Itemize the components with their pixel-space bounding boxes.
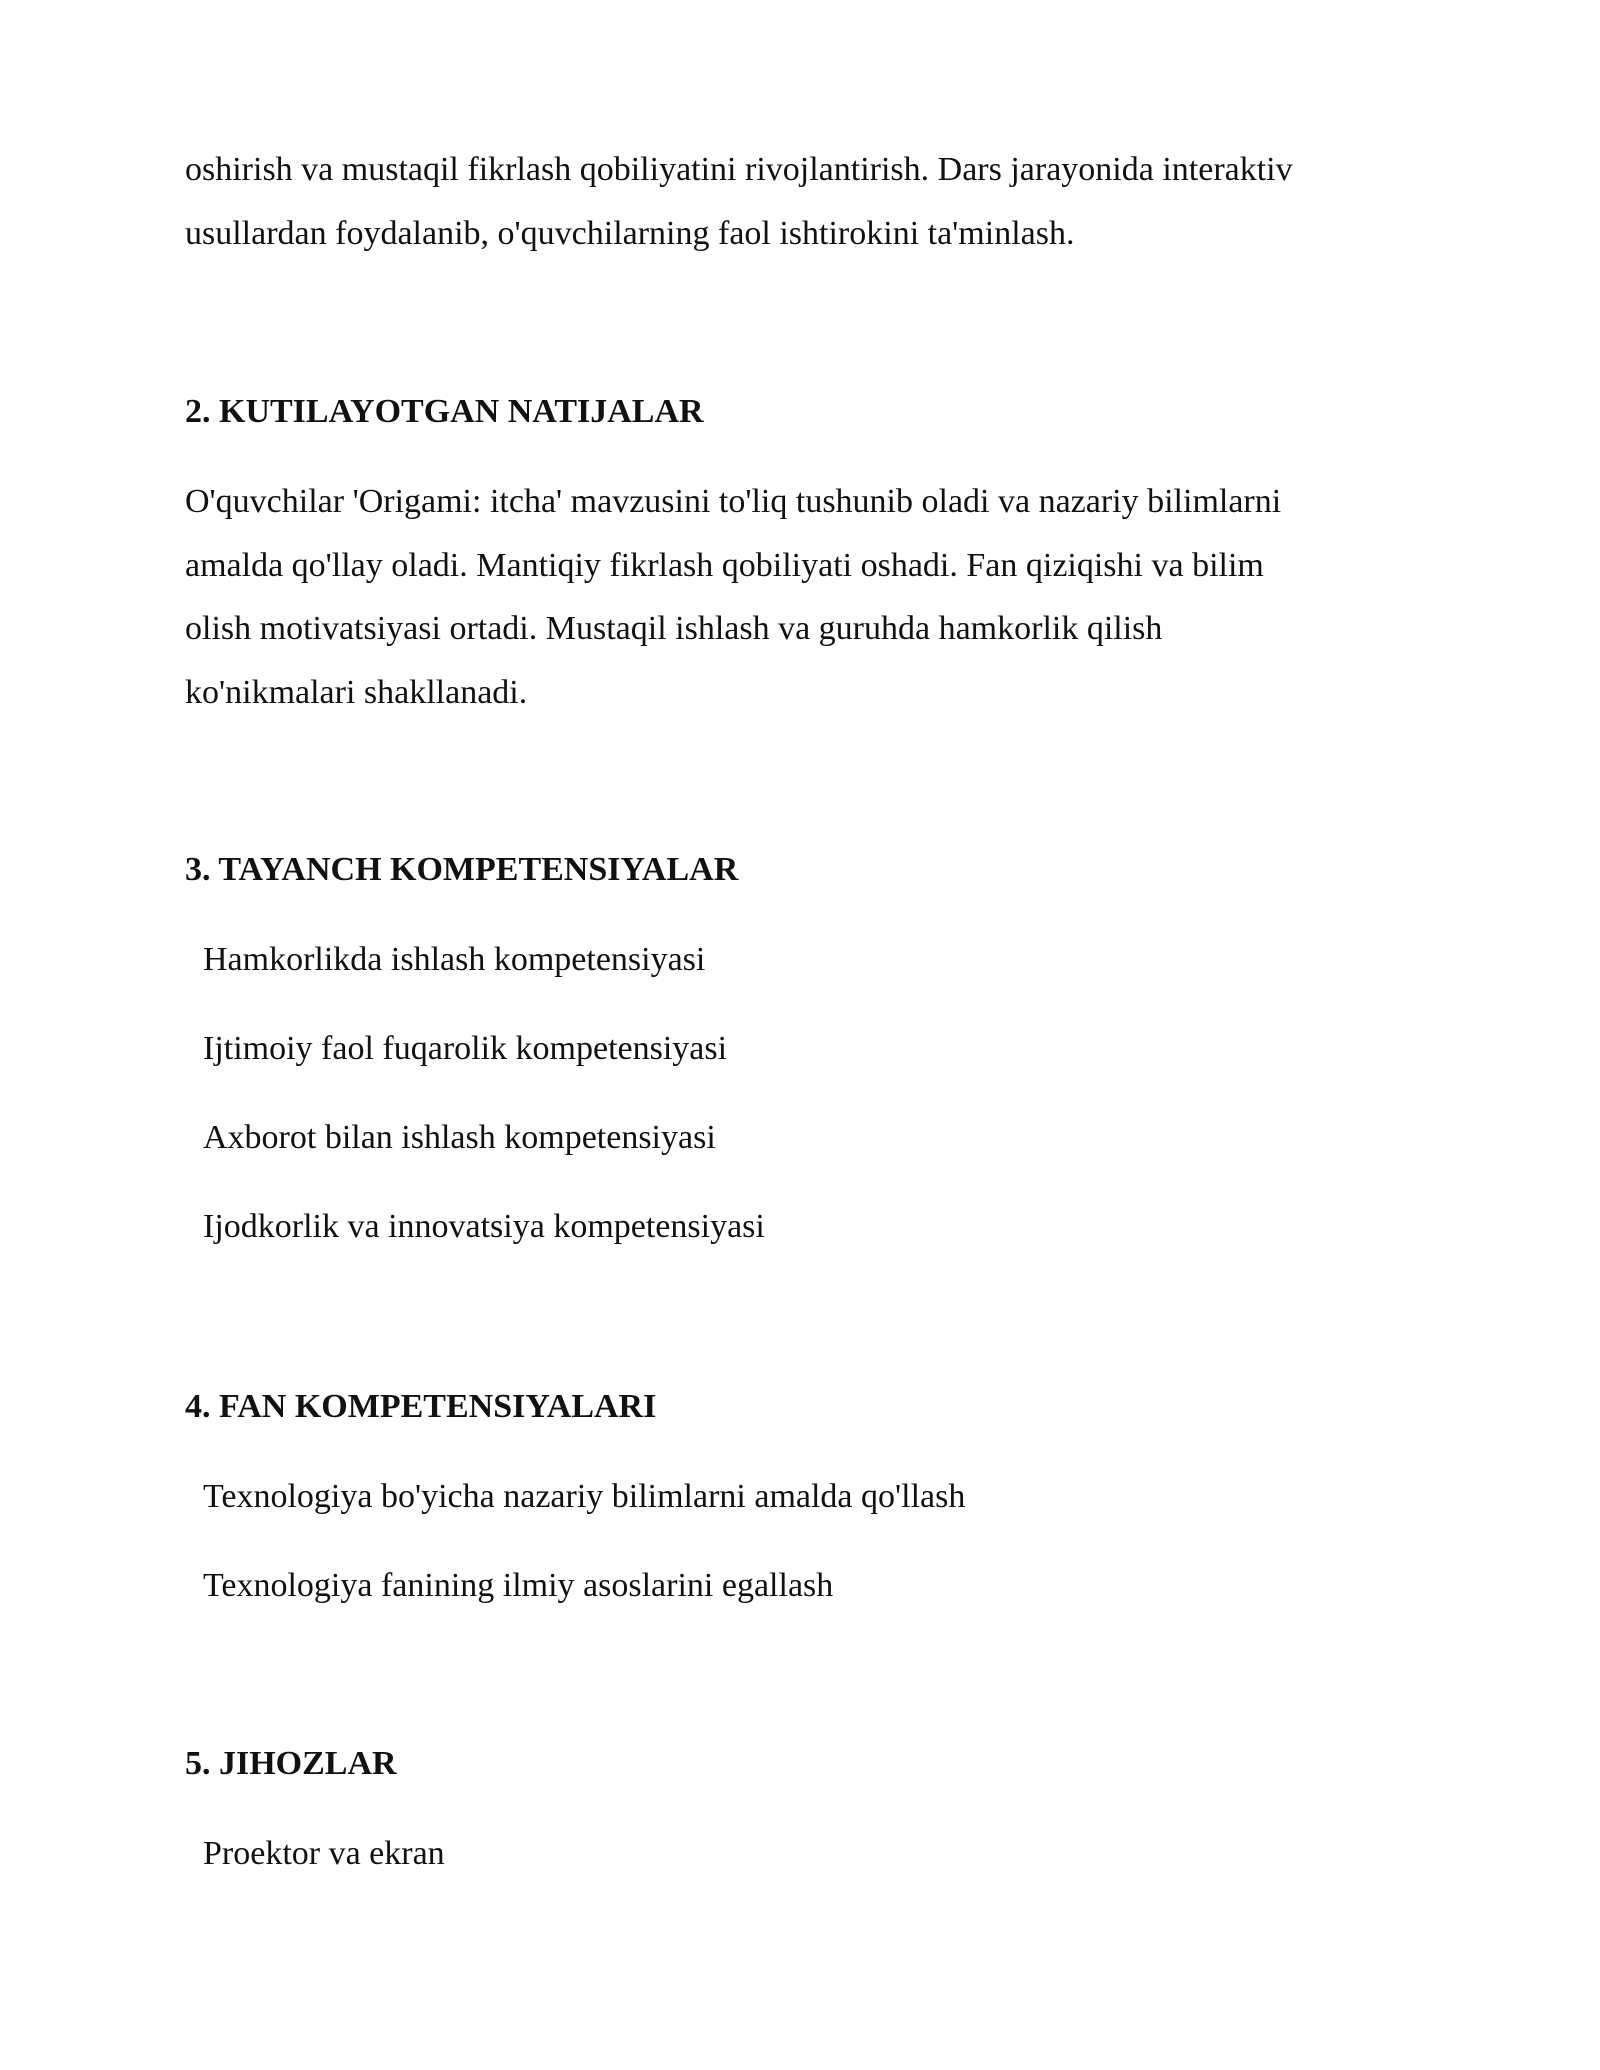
results-line: ko'nikmalari shakllanadi. [185, 673, 528, 711]
list-item: Ijodkorlik va innovatsiya kompetensiyasi [203, 1208, 765, 1245]
section-heading-tayanch-kompetensiyalar: 3. TAYANCH KOMPETENSIYALAR [185, 851, 739, 888]
list-item: Ijtimoiy faol fuqarolik kompetensiyasi [203, 1030, 728, 1067]
section-heading-kutilayotgan-natijalar: 2. KUTILAYOTGAN NATIJALAR [185, 393, 704, 430]
intro-paragraph [185, 138, 1445, 265]
section-heading-jihozlar: 5. JIHOZLAR [185, 1745, 397, 1782]
section-heading-fan-kompetensiyalari: 4. FAN KOMPETENSIYALARI [185, 1388, 657, 1425]
results-paragraph [185, 470, 1445, 724]
list-item: Texnologiya fanining ilmiy asoslarini egallash [203, 1567, 834, 1604]
results-line: O'quvchilar 'Origami: itcha' mavzusini to'liq tushunib oladi va nazariy bilimlarni [185, 483, 1282, 520]
list-item: Axborot bilan ishlash kompetensiyasi [203, 1119, 716, 1156]
intro-line: oshirish va mustaqil fikrlash qobiliyatini rivojlantirish. Dars jarayonida interaktiv [185, 151, 1293, 188]
list-item: Hamkorlikda ishlash kompetensiyasi [203, 941, 706, 978]
results-line: olish motivatsiyasi ortadi. Mustaqil ishlash va guruhda hamkorlik qilish [185, 610, 1163, 647]
list-item: Texnologiya bo'yicha nazariy bilimlarni amalda qo'llash [203, 1478, 966, 1515]
list-item: Proektor va ekran [203, 1835, 445, 1872]
intro-line: usullardan foydalanib, o'quvchilarning faol ishtirokini ta'minlash. [185, 214, 1075, 252]
results-line: amalda qo'llay oladi. Mantiqiy fikrlash qobiliyati oshadi. Fan qiziqishi va bilim [185, 546, 1264, 584]
